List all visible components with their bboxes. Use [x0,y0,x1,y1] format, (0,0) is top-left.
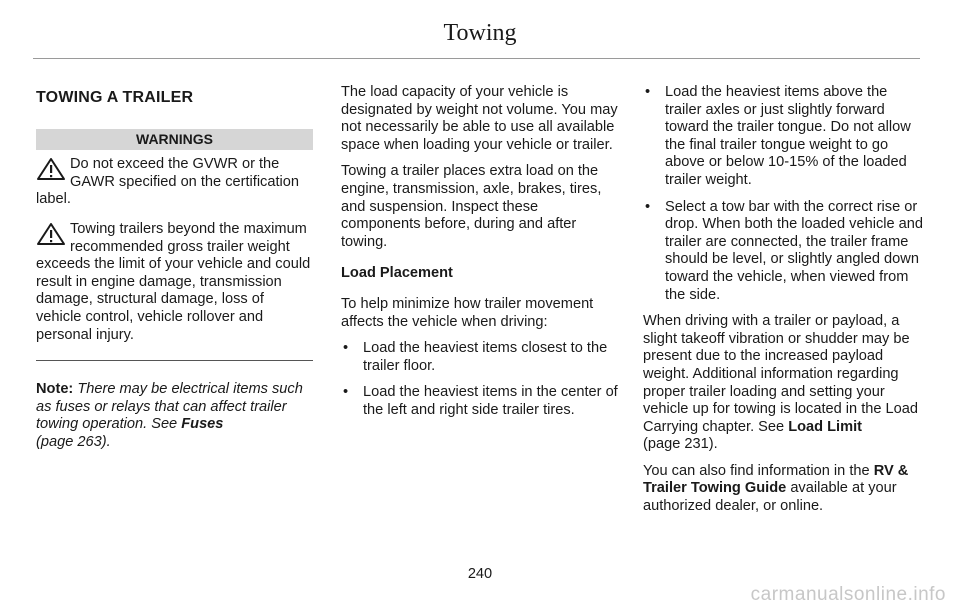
load-placement-heading: Load Placement [341,265,453,282]
load-limit-link[interactable]: Load Limit [788,418,862,435]
fuses-link[interactable]: Fuses [181,416,224,433]
list-item: • Load the heaviest items closest to the trailer floor. [341,340,618,375]
list-item: • Select a tow bar with the correct rise or drop. When both the loaded vehicle and trailer are connected, the trailer frame should be level, or slightly angled down toward the vehicle, when viewed from the side. [643,199,923,305]
towing-guide-pre: You can also find information in the [643,462,874,479]
header-divider [33,58,920,59]
warnings-header: WARNINGS [36,129,313,151]
warnings-divider [36,360,313,361]
column-2 [341,84,618,429]
load-capacity-paragraph: The load capacity of your vehicle is designated by weight not volume. You may not necessarily be able to use all available space when loading your vehicle or trailer. [341,84,618,153]
page-header-title: Towing [443,20,517,46]
warning-text: Do not exceed the GVWR or the GAWR specified on the certification label. [36,156,300,208]
section-title: TOWING A TRAILER [36,89,194,106]
vibration-text: When driving with a trailer or payload, a slight takeoff vibration or shudder may be present due to the increased payload weight. Additional information regarding proper trailer loading and setting your vehicle up for towing is located in the Load Carrying chapter. See [643,313,919,435]
warning-triangle-icon [36,157,66,181]
site-watermark: carmanualsonline.info [750,584,946,605]
towing-load-paragraph: Towing a trailer places extra load on the engine, transmission, axle, brakes, tires, and suspension. Inspect these components before, during and after towing. [341,163,602,250]
load-placement-list-continued [643,84,923,304]
list-item: • Load the heaviest items in the center of the left and right side trailer tires. [341,384,618,419]
warning-triangle-icon [36,222,66,246]
load-placement-list [341,340,618,419]
page-number: 240 [467,566,493,582]
towing-guide-post: available at your authorized dealer, or online. [643,480,897,515]
note-page-ref: (page 263). [36,433,111,450]
note-paragraph [36,381,313,451]
column-1 [36,84,313,461]
load-limit-page-ref: (page 231). [643,436,718,453]
vibration-paragraph [643,313,923,454]
towing-guide-name: RV & Trailer Towing Guide [643,462,909,497]
warning-text: Towing trailers beyond the maximum recommended gross trailer weight exceeds the limit of your vehicle and could result in engine damage, transmission damage, structural damage, loss of vehicle control, vehicle rollover and personal injury. [36,220,311,343]
load-placement-intro: To help minimize how trailer movement affects the vehicle when driving: [341,295,594,330]
note-text: There may be electrical items such as fuses or relays that can affect trailer towing operation. See [36,381,303,433]
note-label: Note: [36,381,74,398]
towing-guide-paragraph [643,463,923,516]
warning-item [36,156,313,209]
column-3 [643,84,923,525]
list-item: • Load the heaviest items above the trailer axles or just slightly forward toward the trailer tongue. Do not allow the final trailer tongue weight to go above or below 10-15% of the loaded trailer weight. [643,84,923,190]
warning-item [36,221,313,344]
